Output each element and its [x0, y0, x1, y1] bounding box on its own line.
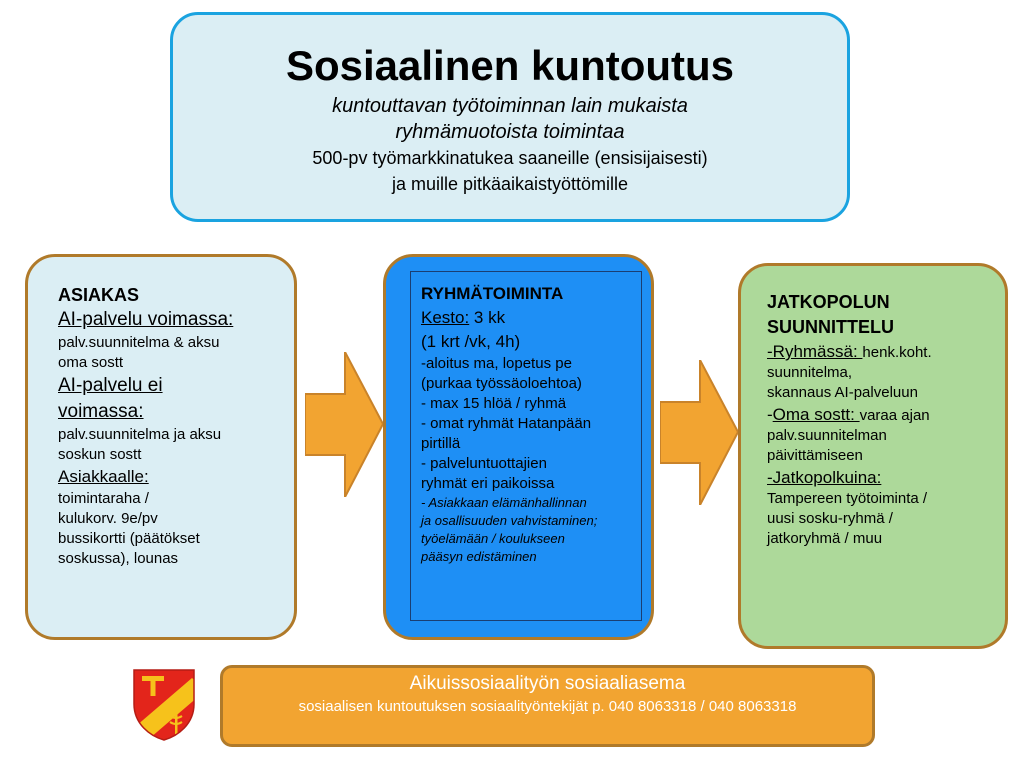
group-text-2: suunnitelma, [767, 364, 853, 381]
ai-valid-text-1: palv.suunnitelma & aksu [58, 334, 220, 351]
group-label: -Ryhmässä: [767, 342, 863, 361]
own-text-1: varaa ajan [859, 407, 930, 424]
page-title: Sosiaalinen kuntoutus [285, 42, 735, 89]
jatko-heading-2: SUUNNITTELU [767, 317, 894, 337]
jatkopolku-box [738, 263, 1008, 649]
footer-contact: sosiaalisen kuntoutuksen sosiaalityöntekijät p. 040 8063318 / 040 8063318 [298, 698, 797, 715]
ryhma-note-3: työelämään / koulukseen [421, 531, 565, 546]
asiakas-heading: ASIAKAS [58, 285, 140, 305]
frequency: (1 krt /vk, 4h) [421, 332, 521, 351]
title-box [170, 12, 850, 222]
ai-valid-label: AI-palvelu voimassa: [58, 309, 234, 330]
target-line-1: 500-pv työmarkkinatukea saaneille (ensisijaisesti) [312, 148, 708, 168]
own-text-3: päivittämiseen [767, 447, 863, 464]
ai-invalid-text-2: soskun sostt [58, 446, 142, 463]
subtitle-line-2: ryhmämuotoista toimintaa [395, 121, 625, 143]
paths-text-1: Tampereen työtoiminta / [767, 490, 928, 507]
ai-valid-text-2: oma sostt [58, 354, 124, 371]
client-text-1: toimintaraha / [58, 490, 149, 507]
paths-text-2: uusi sosku-ryhmä / [767, 510, 893, 527]
own-label: Oma sostt: [772, 405, 860, 424]
subtitle-line-1: kuntouttavan työtoiminnan lain mukaista [332, 95, 688, 117]
ryhma-item-1a: -aloitus ma, lopetus pe [421, 355, 572, 372]
footer-box [220, 665, 875, 747]
ryhma-heading: RYHMÄTOIMINTA [421, 284, 564, 303]
ryhma-item-1b: (purkaa työssäoloehtoa) [421, 375, 582, 392]
own-text-2: palv.suunnitelman [767, 427, 887, 444]
jatko-heading-1: JATKOPOLUN [767, 292, 890, 312]
own-line [767, 403, 997, 426]
paths-label: -Jatkopolkuina: [767, 468, 882, 487]
ai-invalid-label-1: AI-palvelu ei [58, 375, 163, 396]
ryhma-item-4a: - palveluntuottajien [421, 455, 547, 472]
ai-invalid-text-1: palv.suunnitelma ja aksu [58, 426, 222, 443]
asiakas-box [25, 254, 297, 640]
group-text-1: henk.koht. [862, 344, 932, 361]
ryhma-note-4: pääsyn edistäminen [421, 549, 537, 564]
tampere-coat-of-arms-icon [132, 668, 196, 742]
own-dash: - [767, 405, 773, 424]
right-arrow-icon [660, 360, 740, 505]
ryhma-item-3b: pirtillä [421, 435, 461, 452]
client-text-2: kulukorv. 9e/pv [58, 510, 158, 527]
paths-text-3: jatkoryhmä / muu [767, 530, 883, 547]
kesto-line [421, 306, 635, 330]
ai-invalid-label-2: voimassa: [58, 401, 144, 422]
ryhmatoiminta-box [383, 254, 654, 640]
ryhma-item-4b: ryhmät eri paikoissa [421, 475, 555, 492]
ryhma-note-1: - Asiakkaan elämänhallinnan [421, 495, 587, 510]
ryhma-item-3a: - omat ryhmät Hatanpään [421, 415, 592, 432]
kesto-label: Kesto: [421, 308, 470, 327]
client-text-4: soskussa), lounas [58, 550, 179, 567]
ryhmatoiminta-content [410, 271, 642, 621]
client-text-3: bussikortti (päätökset [58, 530, 200, 547]
client-label: Asiakkaalle: [58, 467, 149, 486]
ryhma-note-2: ja osallisuuden vahvistaminen; [421, 513, 598, 528]
ryhma-item-2: - max 15 hlöä / ryhmä [421, 395, 567, 412]
target-line-2: ja muille pitkäaikaistyöttömille [391, 174, 629, 194]
footer-title: Aikuissosiaalityön sosiaaliasema [409, 673, 686, 694]
group-text-3: skannaus AI-palveluun [767, 384, 918, 401]
kesto-value: 3 kk [469, 308, 506, 327]
right-arrow-icon [305, 352, 385, 497]
group-line [767, 340, 997, 363]
